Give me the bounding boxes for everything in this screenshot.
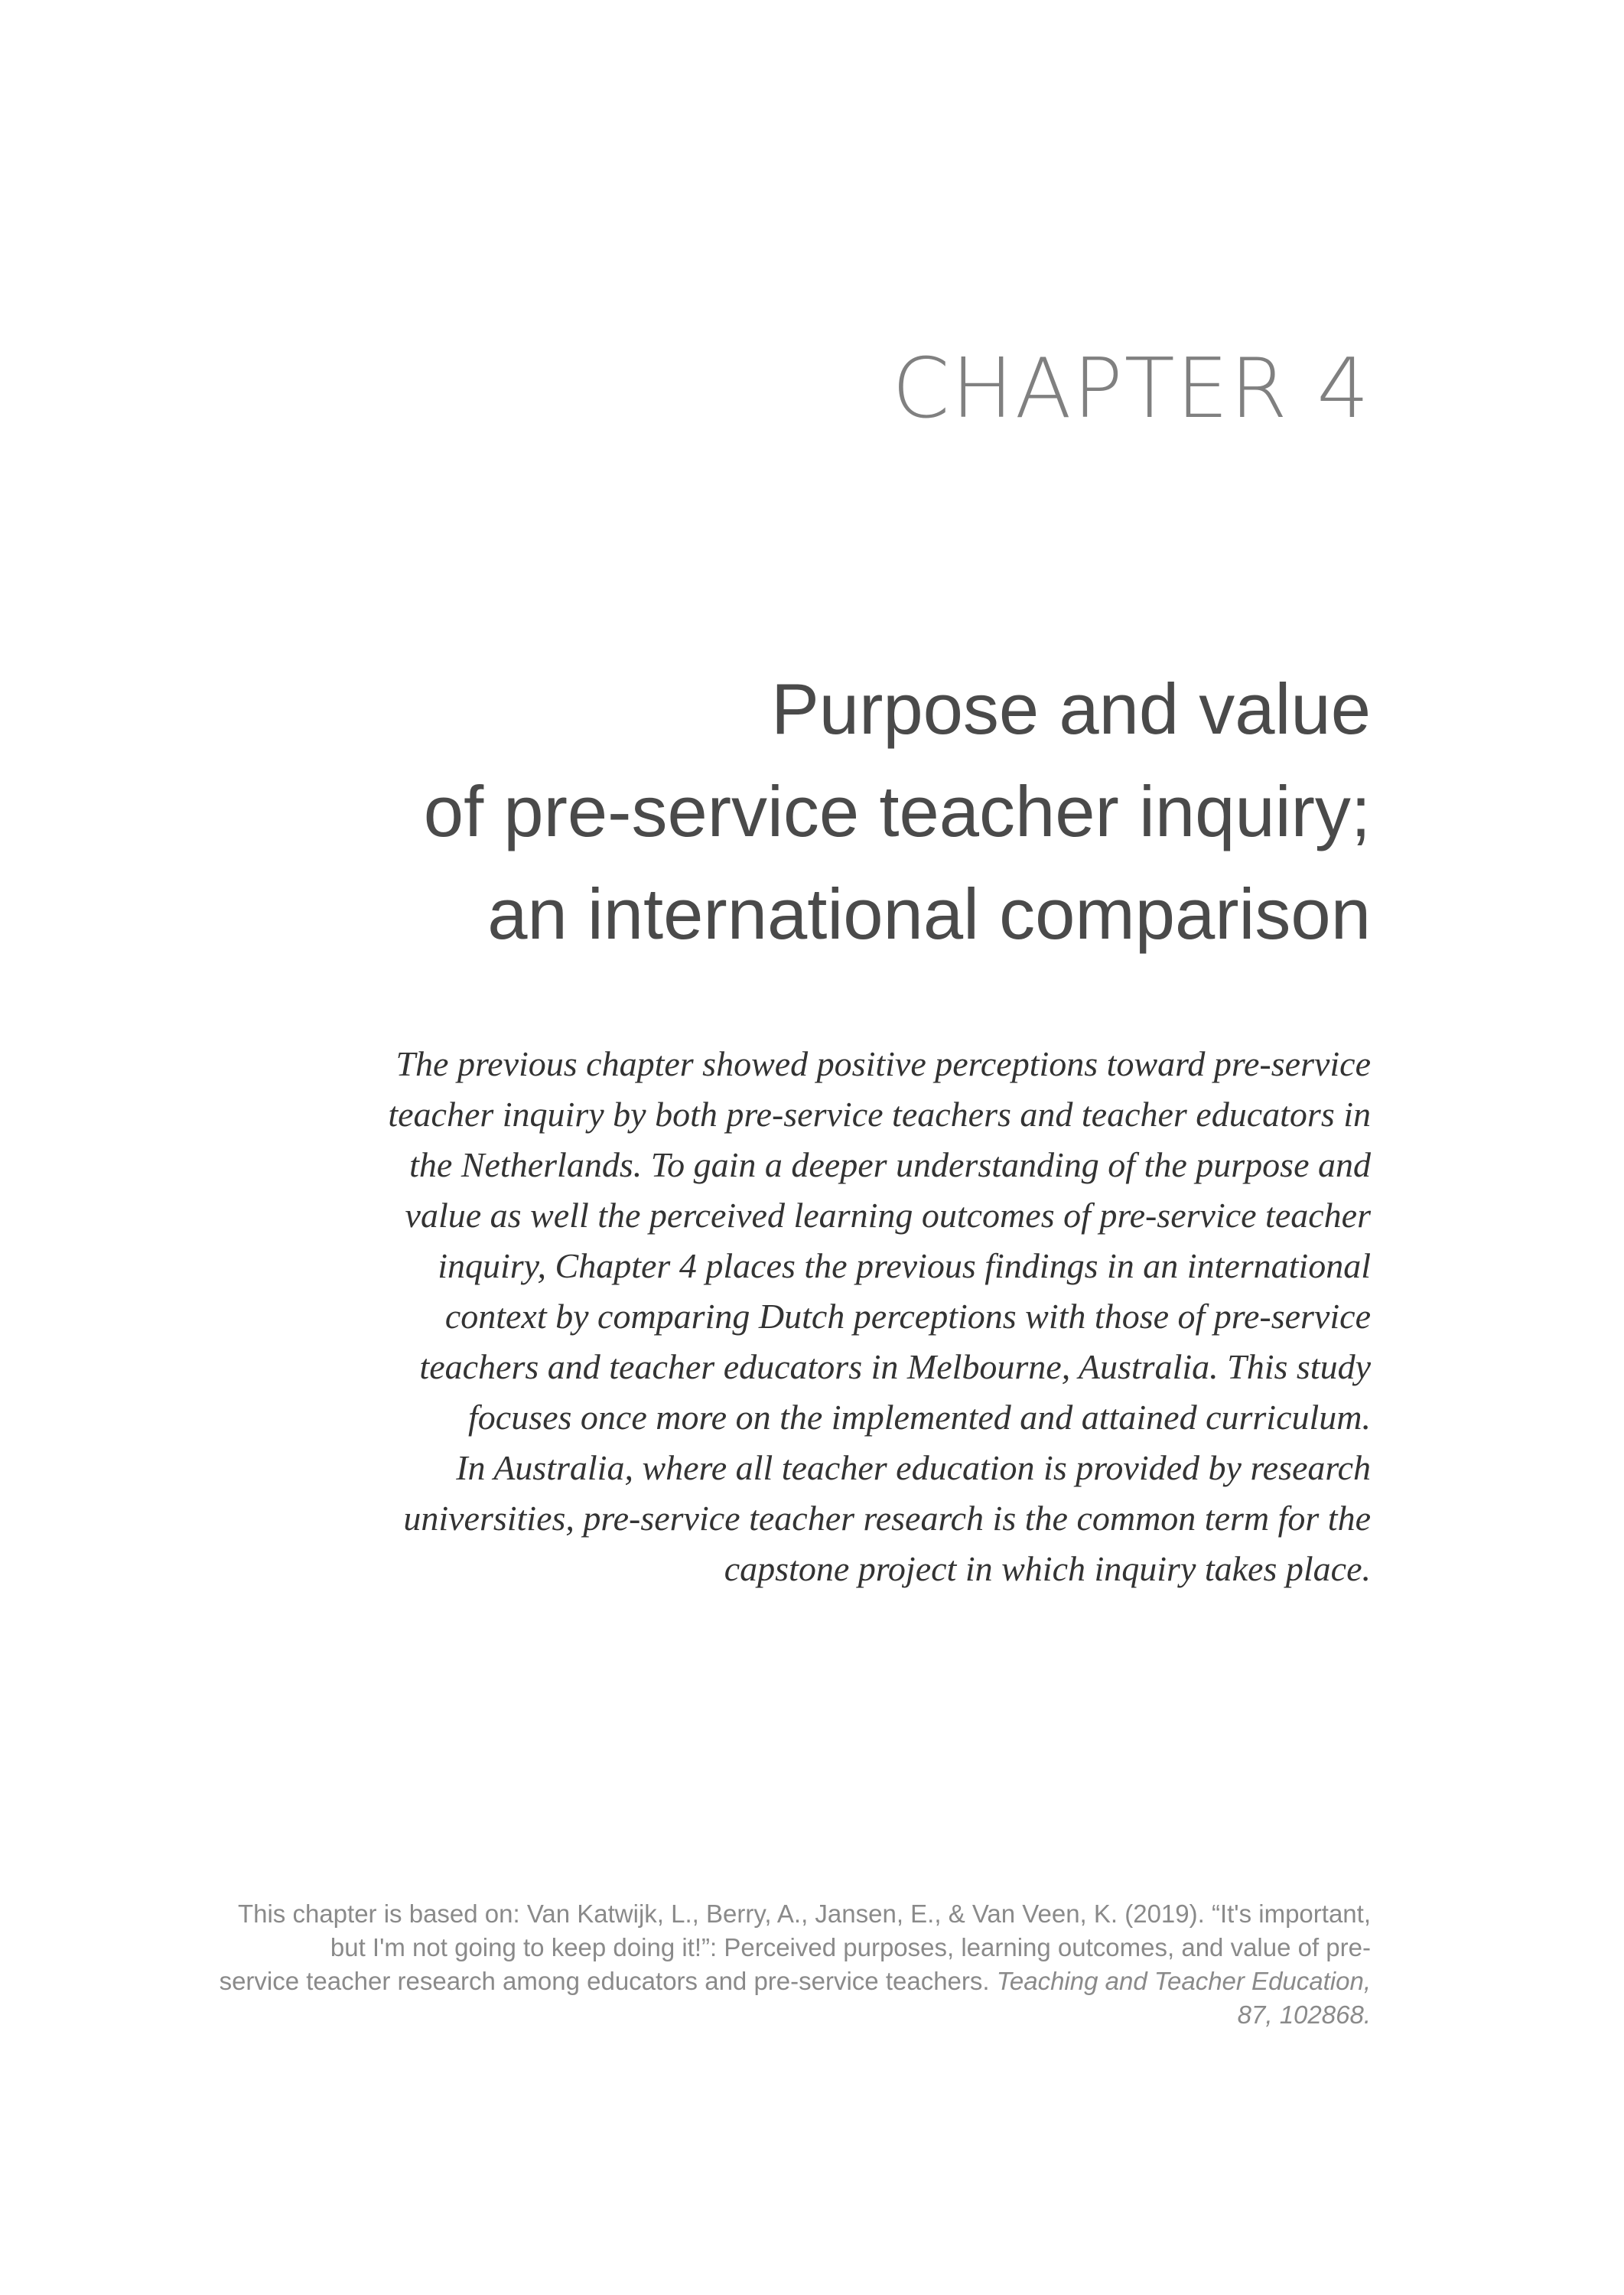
intro-line: teachers and teacher educators in Melbourne, Australia. This study — [419, 1347, 1371, 1386]
intro-line: The previous chapter showed positive perceptions toward pre-service — [395, 1044, 1371, 1083]
source-citation — [177, 1897, 1371, 2032]
intro-line: In Australia, where all teacher education is provided by research — [456, 1448, 1371, 1487]
citation-text: service teacher research among educators and pre-service teachers. — [219, 1967, 997, 1995]
intro-line: inquiry, Chapter 4 places the previous findings in an international — [438, 1246, 1371, 1285]
intro-line: universities, pre-service teacher research is the common term for the — [403, 1499, 1371, 1538]
chapter-intro — [376, 1039, 1371, 1594]
citation-line: but I'm not going to keep doing it!”: Perceived purposes, learning outcomes, and value of pre- — [330, 1933, 1371, 1961]
citation-volume: 87, 102868. — [1237, 2000, 1371, 2029]
intro-line: capstone project in which inquiry takes place. — [724, 1549, 1371, 1588]
intro-line: teacher inquiry by both pre-service teachers and teacher educators in — [388, 1095, 1371, 1134]
intro-line: the Netherlands. To gain a deeper understanding of the purpose and — [409, 1145, 1371, 1184]
citation-line — [177, 1965, 1371, 1998]
intro-line: context by comparing Dutch perceptions with those of pre-service — [444, 1297, 1371, 1336]
citation-journal: Teaching and Teacher Education, — [996, 1967, 1371, 1995]
citation-line: This chapter is based on: Van Katwijk, L., Berry, A., Jansen, E., & Van Veen, K. (2019). “It's important, — [237, 1899, 1371, 1928]
intro-line: value as well the perceived learning outcomes of pre-service teacher — [405, 1196, 1371, 1235]
chapter-label: CHAPTER 4 — [892, 341, 1371, 437]
intro-line: focuses once more on the implemented and attained curriculum. — [468, 1398, 1371, 1437]
chapter-title-line: Purpose and value — [771, 669, 1371, 749]
chapter-title — [300, 658, 1371, 965]
chapter-title-line: an international comparison — [487, 874, 1371, 954]
chapter-title-line: of pre-service teacher inquiry; — [423, 771, 1371, 851]
